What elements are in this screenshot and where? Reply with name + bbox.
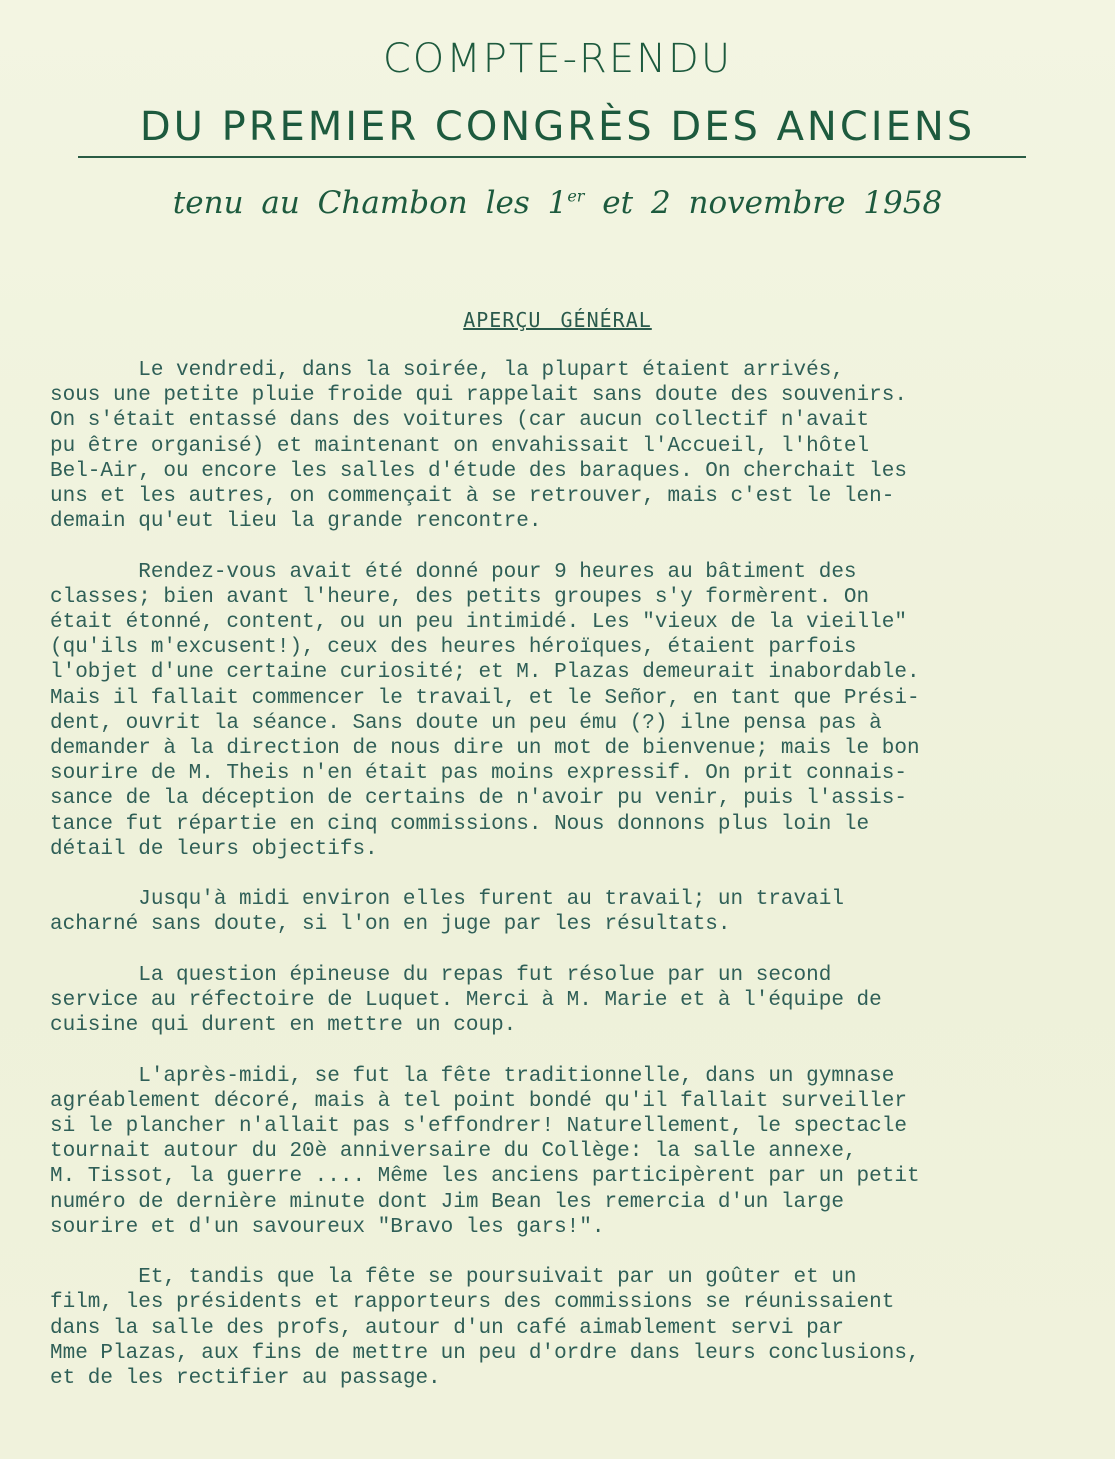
paragraph-1: Le vendredi, dans la soirée, la plupart étaient arrivés, sous une petite pluie froide qui rappelait sans doute des souvenirs. On s'était entassé dans des voitures (car aucun collectif n'avait pu être organisé) et maintenant on envahissait l'Accueil, l'hôtel Bel-Air, ou encore les salles d'étude des baraques. On cherchait les uns et les autres, on commençait à se retrouver, mais c'est le len- demain qu'eut lieu la grande rencontre. [50, 359, 907, 534]
document-title-line1: COMPTE-RENDU [382, 36, 733, 82]
paragraph-6: Et, tandis que la fête se poursuivait par un goûter et un film, les présidents et rapporteurs des commissions se réunissaient dans la salle des profs, autour d'un café aimablement servi par Mme Plazas, aux fins de mettre un peu d'ordre dans leurs conclusions, et de les rectifier au passage. [50, 1266, 920, 1391]
paragraph-3: Jusqu'à midi environ elles furent au travail; un travail acharné sans doute, si l'on en juge par les résultats. [50, 888, 844, 937]
subtitle-main: tenu au Chambon les 1 [172, 185, 568, 221]
paragraph-5: L'après-midi, se fut la fête traditionnelle, dans un gymnase agréablement décoré, mais à tel point bondé qu'il fallait surveiller si le plancher n'allait pas s'effondrer! Naturellement, le spectacle tournait autour du 20è anniversaire du Collège: la salle annexe, M. Tissot, la guerre .... Même les anciens participèrent par un petit numéro de dernière minute dont Jim Bean les remercia d'un large sourire et d'un savoureux "Bravo les gars!". [50, 1064, 920, 1239]
document-subtitle [0, 185, 1115, 221]
subtitle-rest: et 2 novembre 1958 [584, 185, 943, 221]
paragraph-4: La question épineuse du repas fut résolue par un second service au réfectoire de Luquet. Merci à M. Marie et à l'équipe de cuisine qui durent en mettre un coup. [50, 963, 882, 1038]
title-underline [78, 156, 1026, 158]
section-heading: APERÇU GÉNÉRAL [463, 308, 652, 332]
document-title-line2: DU PREMIER CONGRÈS DES ANCIENS [139, 104, 976, 150]
paragraph-2: Rendez-vous avait été donné pour 9 heures au bâtiment des classes; bien avant l'heure, des petits groupes s'y formèrent. On était étonné, content, ou un peu intimidé. Les "vieux de la vieille" (qu'ils m'excusent!), ceux des heures héroïques, étaient parfois l'objet d'une certaine curiosité; et M. Plazas demeurait inabordable. Mais il fallait commencer le travail, et le Señor, en tant que Prési- dent, ouvrit la séance. Sans doute un peu ému (?) ilne pensa pas à demander à la direction de nous dire un mot de bienvenue; mais le bon sourire de M. Theis n'en était pas moins expressif. On prit connais- sance de la déception de certains de n'avoir pu venir, puis l'assis- tance fut répartie en cinq commissions. Nous donnons plus loin le détail de leurs objectifs. [50, 560, 920, 861]
subtitle-superscript: er [567, 186, 585, 206]
body-text [50, 358, 1090, 1416]
